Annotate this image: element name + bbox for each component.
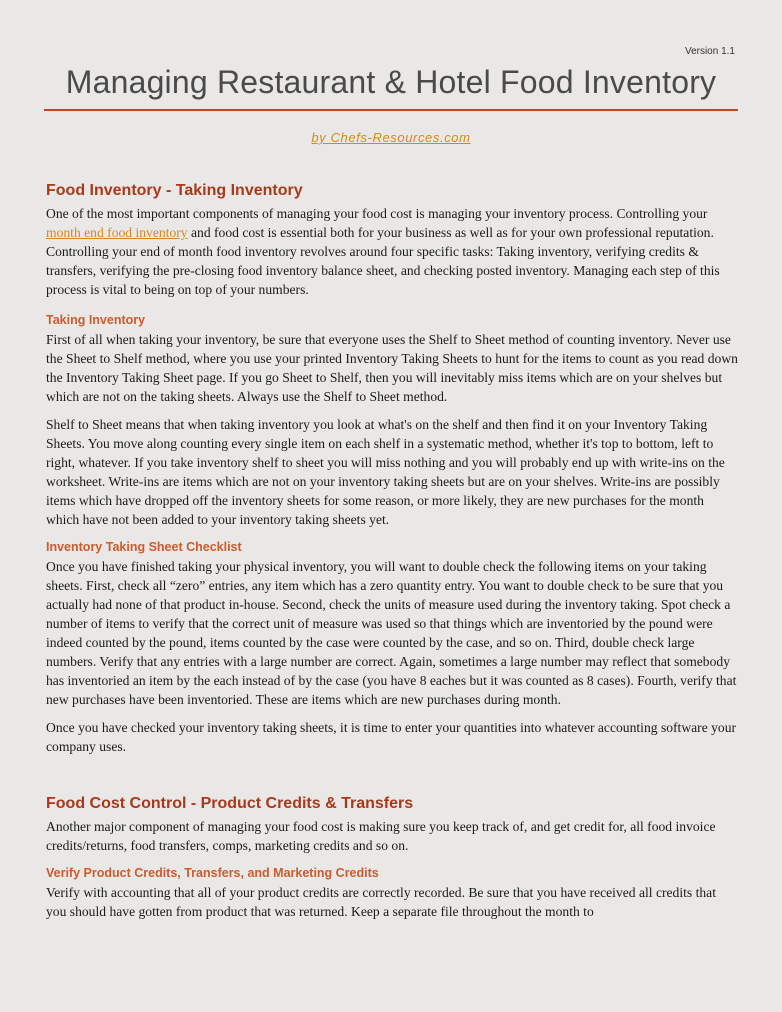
paragraph-intro-part-a: One of the most important components of managing your food cost is managing your inventory process. Controlling your	[46, 206, 708, 221]
title-divider	[44, 109, 738, 111]
document-title: Managing Restaurant & Hotel Food Inventory	[65, 64, 717, 100]
subheading-checklist: Inventory Taking Sheet Checklist	[46, 540, 242, 554]
byline-link[interactable]: by Chefs-Resources.com	[311, 130, 471, 145]
paragraph-intro-part-b: and food cost is essential both for your business as well as for your own professional reputation. Controlling your end of month food inventory revolves around four specific tasks: Taking inventory, verifying credits & transfers, verifying the pre-closing food inventory balance sheet, and checking posted inventory. Managing each step of this process is vital to being on top of your numbers.	[46, 225, 720, 297]
document-body	[46, 180, 738, 930]
subheading-taking-inventory: Taking Inventory	[46, 313, 146, 327]
version-label: Version 1.1	[684, 46, 735, 57]
subheading-verify-credits: Verify Product Credits, Transfers, and Marketing Credits	[46, 866, 379, 880]
month-end-inventory-link[interactable]: month end food inventory	[46, 225, 188, 240]
paragraph-verify-credits: Verify with accounting that all of your product credits are correctly recorded. Be sure that you have received all credits that you should have gotten from product that was returned. Keep a separate file throughout the month to	[46, 885, 716, 919]
section-heading-credits-transfers: Food Cost Control - Product Credits & Transfers	[46, 795, 414, 812]
paragraph-shelf-to-sheet: First of all when taking your inventory, be sure that everyone uses the Shelf to Sheet method of counting inventory. Never use the Sheet to Shelf method, where you use your printed Inventory Taking Sheets to hunt for the items to count as you read down the Inventory Taking Sheet page. If you go Sheet to Shelf, then you will inevitably miss items which are on your shelves but which are not on the taking sheets. Always use the Shelf to Sheet method.	[46, 332, 738, 404]
section-heading-taking-inventory: Food Inventory - Taking Inventory	[46, 182, 303, 199]
paragraph-enter-quantities: Once you have checked your inventory taking sheets, it is time to enter your quantities into whatever accounting software your company uses.	[46, 720, 737, 754]
paragraph-intro	[46, 204, 738, 299]
paragraph-checklist: Once you have finished taking your physical inventory, you will want to double check the following items on your taking sheets. First, check all “zero” entries, any item which has a zero quantity entry. You want to double check to be sure that you actually had none of that product in-house. Second, check the units of measure used during the inventory taking. Spot check a number of items to verify that the correct unit of measure was used so that things which are inventoried by the pound were indeed counted by the pound, items counted by the case were counted by the case, and so on. Third, double check large numbers. Verify that any entries with a large number are correct. Again, sometimes a large number may reflect that somebody has inventoried an item by the each instead of by the case (you have 8 eaches but it was counted as 8 cases). Fourth, verify that new purchases have been inventoried. These are items which are new purchases during month.	[46, 559, 737, 707]
paragraph-credits-intro: Another major component of managing your food cost is making sure you keep track of, and get credit for, all food invoice credits/returns, food transfers, comps, marketing credits and so on.	[46, 819, 716, 853]
paragraph-shelf-to-sheet-detail: Shelf to Sheet means that when taking inventory you look at what's on the shelf and then find it on your Inventory Taking Sheets. You move along counting every single item on each shelf in a systematic method, whether it's top to bottom, left to right, whatever. If you take inventory shelf to sheet you will miss nothing and you will probably end up with write-ins on the worksheet. Write-ins are items which are not on your inventory taking sheets but are on your shelves. Write-ins are possibly items which have dropped off the inventory sheets for some reason, or more likely, they are new purchases for the month which have not been added to your inventory taking sheets yet.	[46, 417, 725, 527]
